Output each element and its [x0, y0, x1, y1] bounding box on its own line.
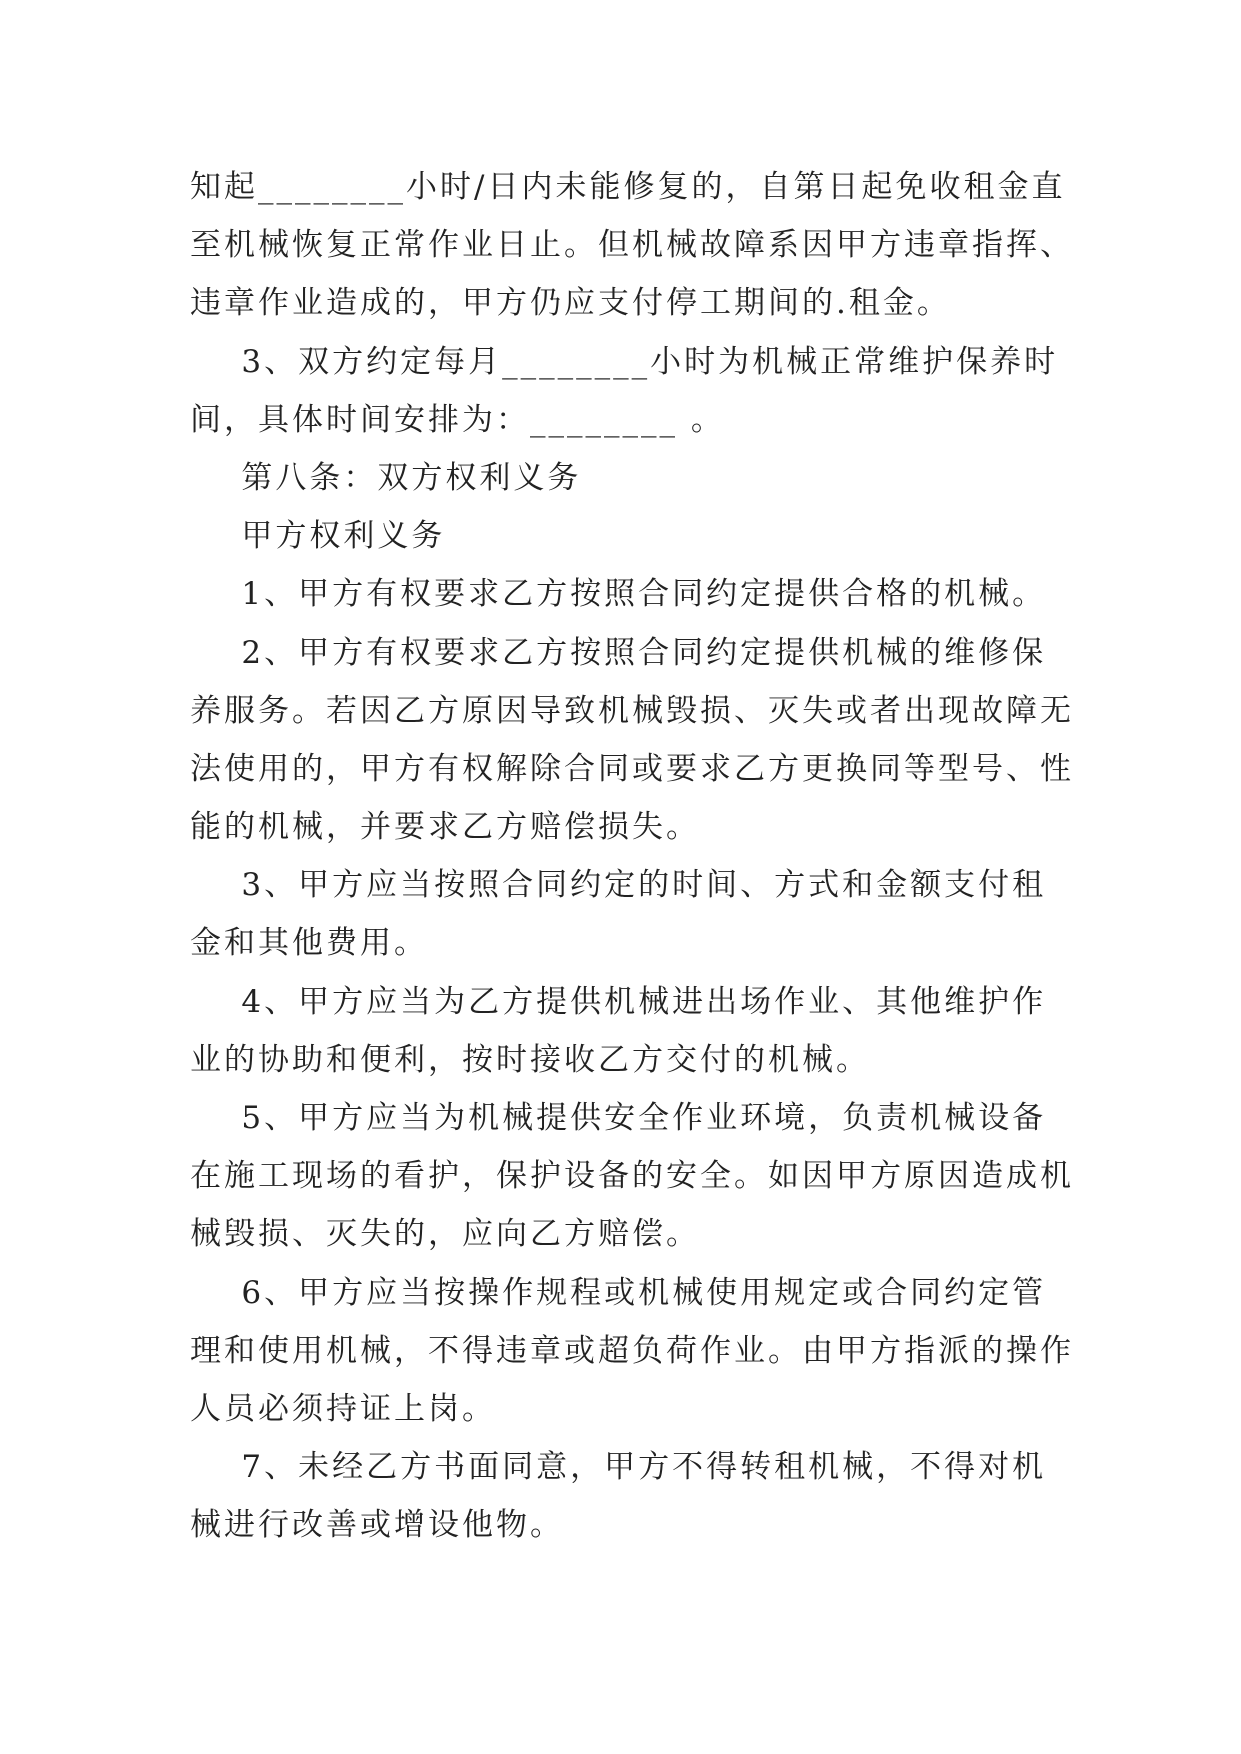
text-line: 金和其他费用。 [190, 925, 428, 962]
document-body [190, 158, 1074, 1555]
text-line: 知起________小时/日内未能修复的，自第日起免收租金直 [190, 169, 1066, 205]
text-line: 械毁损、灭失的，应向乙方赔偿。 [190, 1216, 700, 1253]
text-line: 间，具体时间安排为：________ 。 [190, 401, 725, 438]
text-line: 4、甲方应当为乙方提供机械进出场作业、其他维护作 [190, 983, 1047, 1020]
subsection-heading: 甲方权利义务 [190, 518, 446, 555]
text-line: 3、双方约定每月________小时为机械正常维护保养时 [190, 343, 1059, 380]
text-line: 1、甲方有权要求乙方按照合同约定提供合格的机械。 [190, 576, 1047, 613]
text-line: 3、甲方应当按照合同约定的时间、方式和金额支付租 [190, 867, 1047, 904]
text-line: 养服务。若因乙方原因导致机械毁损、灭失或者出现故障无 [190, 692, 1074, 729]
text-line: 违章作业造成的，甲方仍应支付停工期间的.租金。 [190, 285, 951, 322]
text-line: 2、甲方有权要求乙方按照合同约定提供机械的维修保 [190, 634, 1047, 671]
text-line: 在施工现场的看护，保护设备的安全。如因甲方原因造成机 [190, 1158, 1074, 1195]
text-line: 能的机械，并要求乙方赔偿损失。 [190, 809, 700, 846]
text-line: 人员必须持证上岗。 [190, 1390, 496, 1427]
section-heading: 第八条：双方权利义务 [190, 459, 582, 496]
text-line: 6、甲方应当按操作规程或机械使用规定或合同约定管 [190, 1274, 1047, 1311]
text-line: 7、未经乙方书面同意，甲方不得转租机械，不得对机 [190, 1449, 1047, 1486]
text-line: 理和使用机械，不得违章或超负荷作业。由甲方指派的操作 [190, 1332, 1074, 1369]
text-line: 法使用的，甲方有权解除合同或要求乙方更换同等型号、性 [190, 750, 1074, 787]
text-line: 5、甲方应当为机械提供安全作业环境，负责机械设备 [190, 1100, 1047, 1136]
text-line: 业的协助和便利，按时接收乙方交付的机械。 [190, 1041, 870, 1078]
text-line: 至机械恢复正常作业日止。但机械故障系因甲方违章指挥、 [190, 227, 1074, 264]
text-line: 械进行改善或增设他物。 [190, 1507, 564, 1544]
